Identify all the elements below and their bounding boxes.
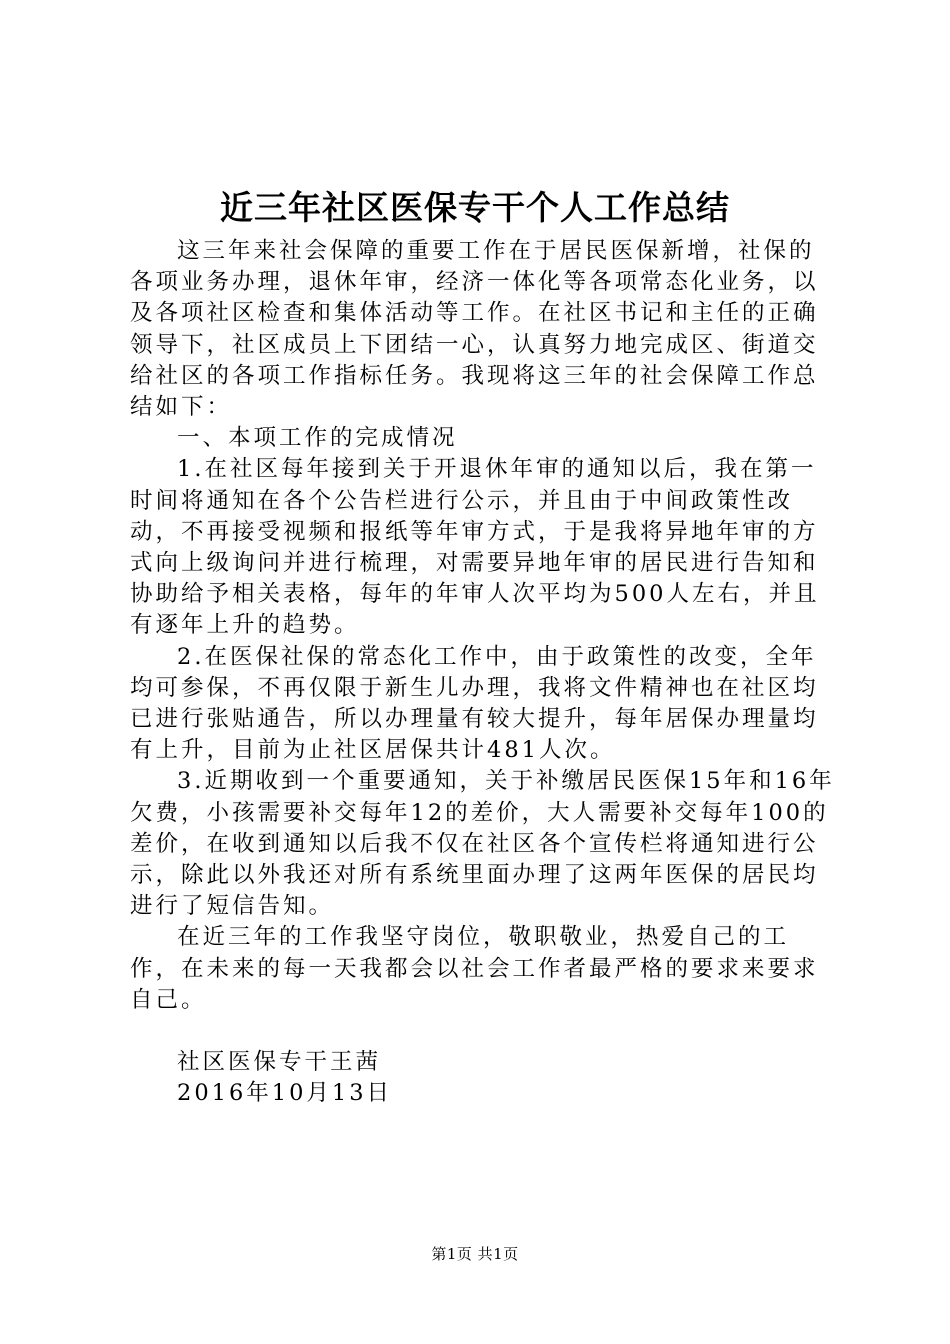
page-footer: 第1页 共1页 [431,1245,519,1263]
paragraph-item-3: 3.近期收到一个重要通知，关于补缴居民医保15年和16年欠费，小孩需要补交每年12的差价，大人需要补交每年100的差价，在收到通知以后我不仅在社区各个宣传栏将通知进行公示，除此以外我还对所有系统里面办理了这两年医保的居民均进行了短信告知。 [130,768,835,920]
paragraph-intro: 这三年来社会保障的重要工作在于居民医保新增，社保的各项业务办理，退休年审，经济一体化等各项常态化业务，以及各项社区检查和集体活动等工作。在社区书记和主任的正确领导下，社区成员上下团结一心，认真努力地完成区、街道交给社区的各项工作指标任务。我现将这三年的社会保障工作总结如下： [130,238,819,421]
signature: 社区医保专干王茜 [177,1049,382,1076]
document-body [130,236,836,1110]
section-heading: 一、本项工作的完成情况 [177,425,458,452]
paragraph-item-2: 2.在医保社保的常态化工作中，由于政策性的改变，全年均可参保，不再仅限于新生儿办理，我将文件精神也在社区均已进行张贴通告，所以办理量有较大提升，每年居保办理量均有上升，目前为止社区居保共计481人次。 [130,643,819,764]
closing-block [130,1047,836,1109]
document-title: 近三年社区医保专干个人工作总结 [220,188,730,227]
document-date: 2016年10月13日 [177,1080,393,1107]
paragraph-conclusion: 在近三年的工作我坚守岗位，敬职敬业，热爱自己的工作，在未来的每一天我都会以社会工作者最严格的要求来要求自己。 [130,924,819,1013]
paragraph-item-1: 1.在社区每年接到关于开退休年审的通知以后，我在第一时间将通知在各个公告栏进行公示，并且由于中间政策性改动，不再接受视频和报纸等年审方式，于是我将异地年审的方式向上级询问并进行梳理，对需要异地年审的居民进行告知和协助给予相关表格，每年的年审人次平均为500人左右，并且有逐年上升的趋势。 [130,456,820,639]
